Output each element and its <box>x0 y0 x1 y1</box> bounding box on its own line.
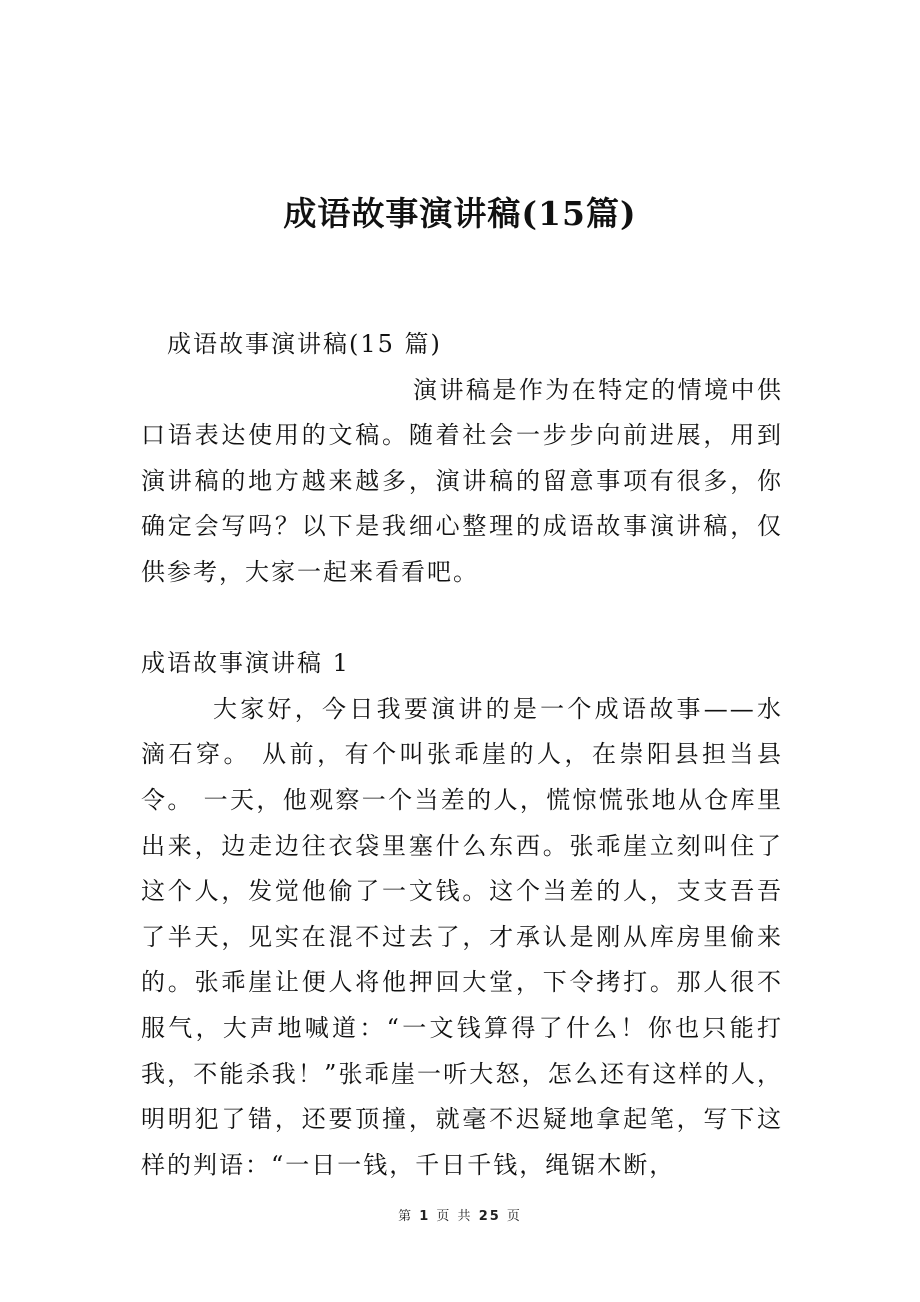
section-heading: 成语故事演讲稿 1 <box>141 649 350 678</box>
total-pages-number: 25 <box>478 1209 501 1224</box>
current-page-number: 1 <box>419 1209 431 1224</box>
section-body-paragraph: 大家好，今日我要演讲的是一个成语故事——水滴石穿。 从前，有个叫张乖崖的人，在崇阳县担当县令。 一天，他观察一个当差的人，慌惊慌张地从仓库里出来，边走边往衣袋里塞什么东西。张乖崖立刻叫住了这个人，发觉他偷了一文钱。这个当差的人，支支吾吾了半天，见实在混不过去了，才承认是刚从库房里偷来的。张乖崖让便人将他押回大堂，下令拷打。那人很不服气，大声地喊道：“一文钱算得了什么！你也只能打我，不能杀我！”张乖崖一听大怒，怎么还有这样的人，明明犯了错，还要顶撞，就毫不迟疑地拿起笔，写下这样的判语：“一日一钱，千日千钱，绳锯木断， <box>141 694 783 1179</box>
footer-suffix: 页 <box>506 1209 522 1224</box>
document-title: 成语故事演讲稿(15篇) <box>283 194 637 233</box>
intro-paragraph: 演讲稿是作为在特定的情境中供口语表达使用的文稿。随着社会一步步向前进展，用到演讲稿的地方越来越多，演讲稿的留意事项有很多，你确定会写吗？以下是我细心整理的成语故事演讲稿，仅供参考，大家一起来看看吧。 <box>141 375 783 586</box>
page-footer <box>0 1208 920 1226</box>
footer-prefix: 第 <box>398 1209 414 1224</box>
document-body <box>141 322 783 1188</box>
footer-middle: 页 共 <box>436 1209 473 1224</box>
document-subtitle: 成语故事演讲稿(15 篇) <box>167 330 442 358</box>
